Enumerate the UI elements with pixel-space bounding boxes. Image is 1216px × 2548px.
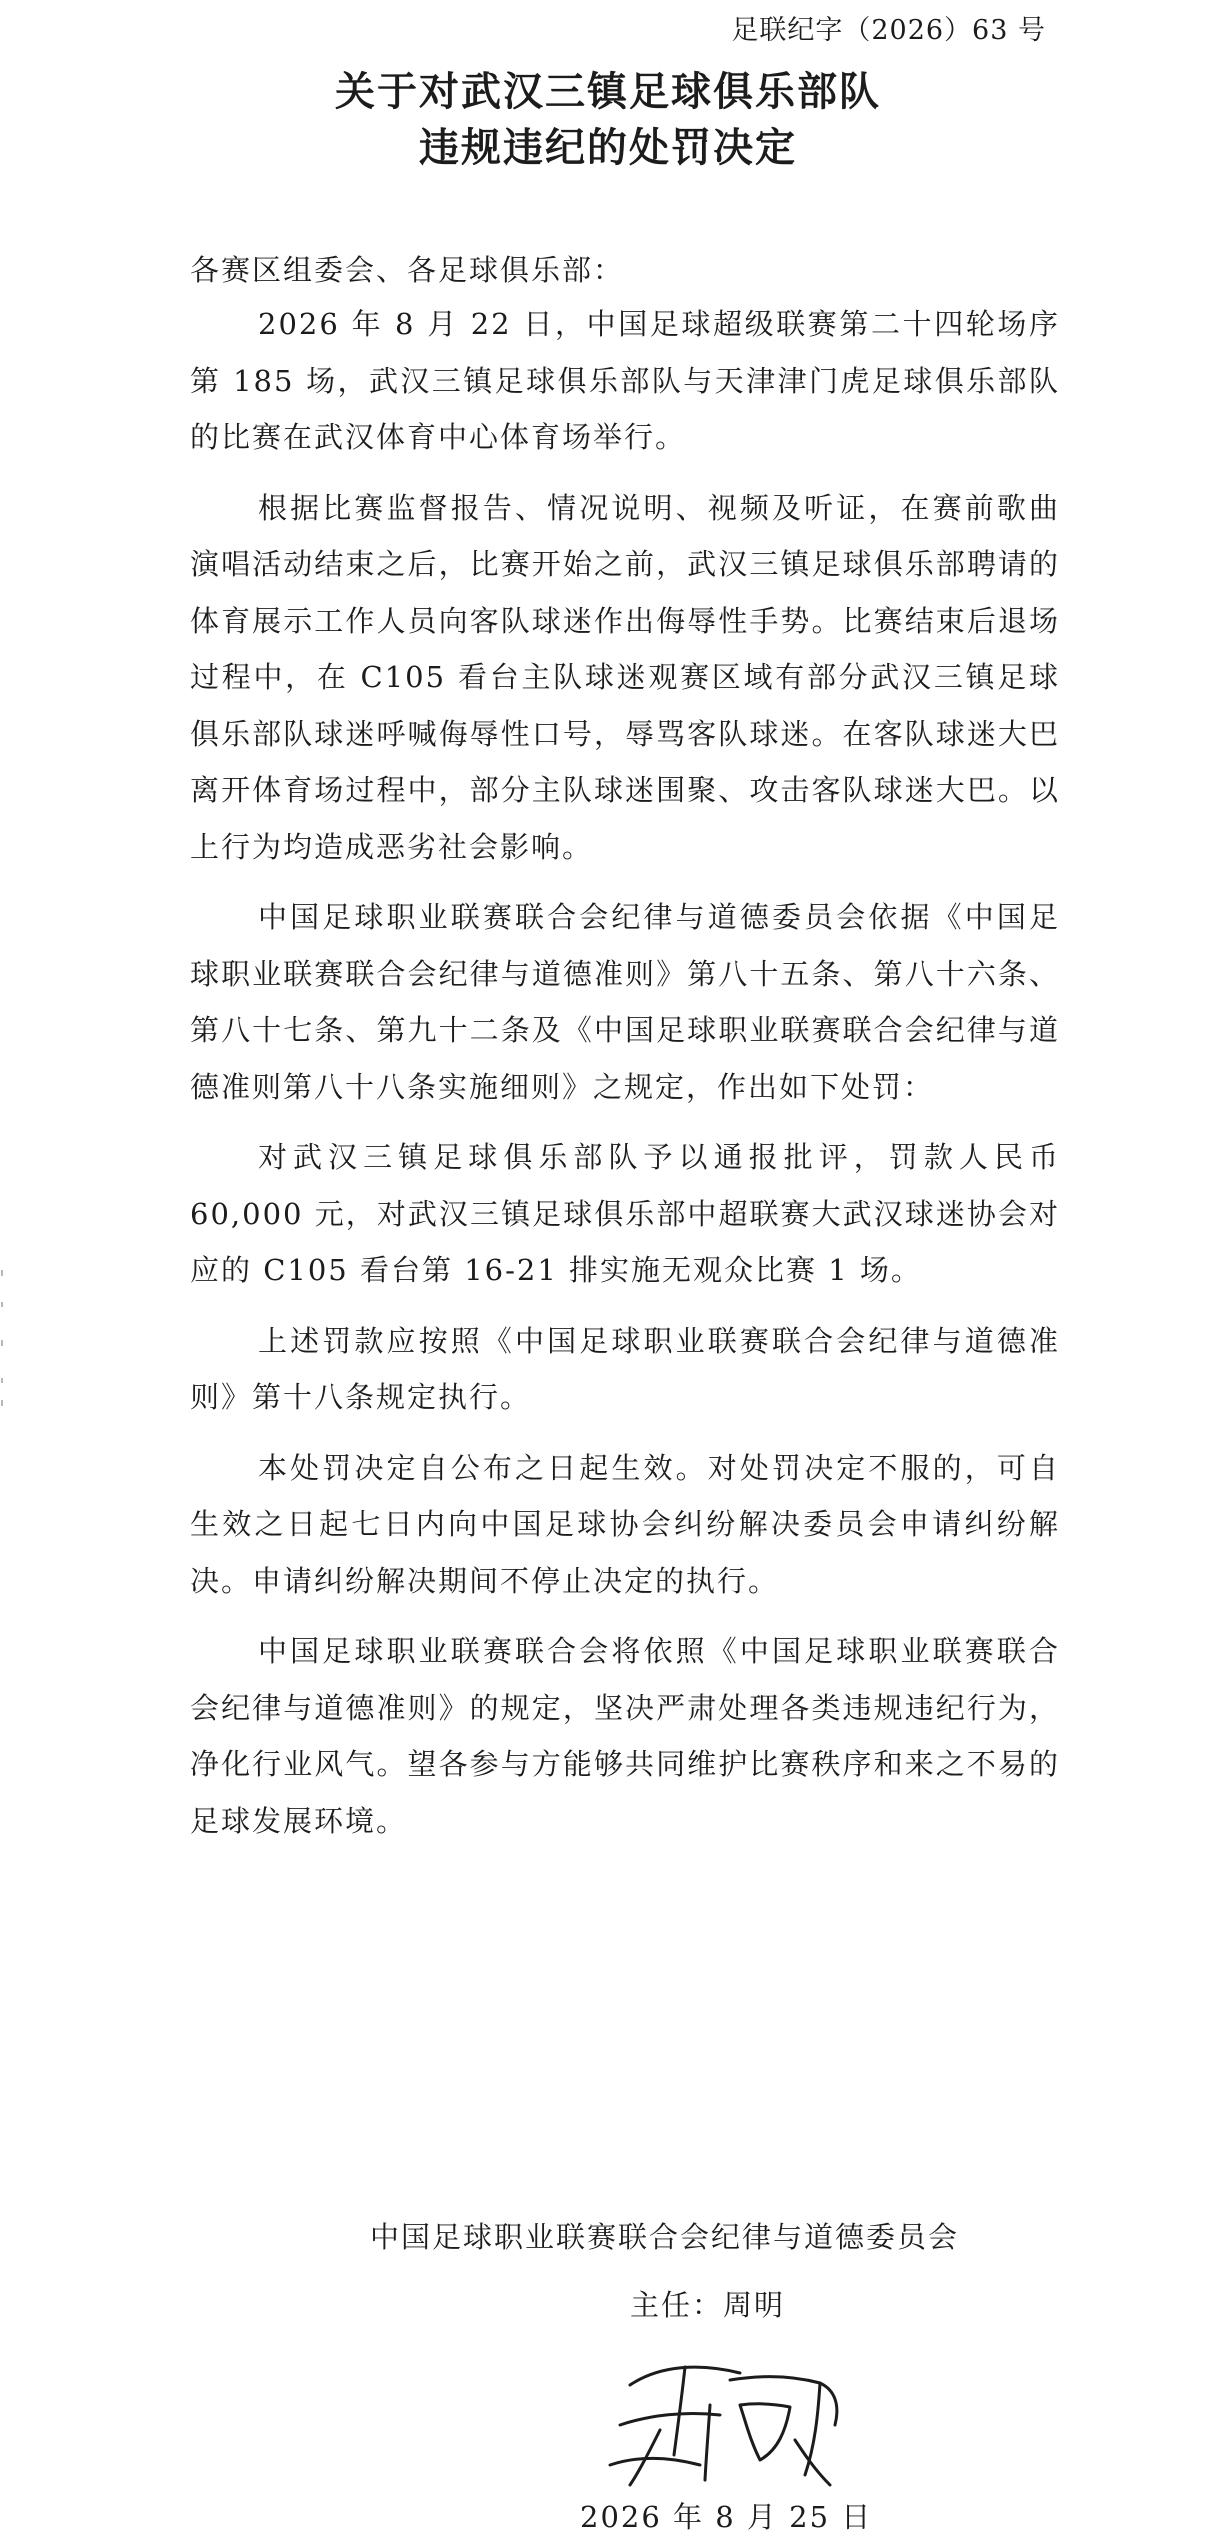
scan-edge-marks xyxy=(0,1270,8,1410)
paragraph-violations: 根据比赛监督报告、情况说明、视频及听证，在赛前歌曲演唱活动结束之后，比赛开始之前，武汉三镇足球俱乐部聘请的体育展示工作人员向客队球迷作出侮辱性手势。比赛结束后退场过程中，在 C105 看台主队球迷观赛区域有部分武汉三镇足球俱乐部队球迷呼喊侮辱性口号，辱骂客队球迷。在客队球迷大巴离开体育场过程中，部分主队球迷围聚、攻击客队球迷大巴。以上行为均造成恶劣社会影响。 xyxy=(190,490,1060,864)
paragraph-penalty: 对武汉三镇足球俱乐部队予以通报批评，罚款人民币 60,000 元，对武汉三镇足球俱乐部中超联赛大武汉球迷协会对应的 C105 看台第 16-21 排实施无观众比赛 1 场。 xyxy=(190,1140,1060,1287)
signature-date: 2026 年 8 月 25 日 xyxy=(580,2500,873,2534)
document-body xyxy=(190,296,1060,1863)
salutation: 各赛区组委会、各足球俱乐部： xyxy=(190,253,625,287)
document-title-line-2: 违规违纪的处罚决定 xyxy=(419,124,797,171)
paragraph-fine-execution: 上述罚款应按照《中国足球职业联赛联合会纪律与道德准则》第十八条规定执行。 xyxy=(190,1323,1060,1414)
paragraph-match-info: 2026 年 8 月 22 日，中国足球超级联赛第二十四轮场序第 185 场，武汉三镇足球俱乐部队与天津津门虎足球俱乐部队的比赛在武汉体育中心体育场举行。 xyxy=(190,307,1060,454)
paragraph-effective-appeal: 本处罚决定自公布之日起生效。对处罚决定不服的，可自生效之日起七日内向中国足球协会纠纷解决委员会申请纠纷解决。申请纠纷解决期间不停止决定的执行。 xyxy=(190,1450,1060,1598)
signature-director: 主任：周明 xyxy=(630,2288,786,2322)
paragraph-legal-basis: 中国足球职业联赛联合会纪律与道德委员会依据《中国足球职业联赛联合会纪律与道德准则》第八十五条、第八十六条、第八十七条、第九十二条及《中国足球职业联赛联合会纪律与道德准则第八十八条实施细则》之规定，作出如下处罚： xyxy=(190,900,1060,1104)
document-title-line-1: 关于对武汉三镇足球俱乐部队 xyxy=(335,68,881,115)
paragraph-closing: 中国足球职业联赛联合会将依照《中国足球职业联赛联合会纪律与道德准则》的规定，坚决严肃处理各类违规违纪行为，净化行业风气。望各参与方能够共同维护比赛秩序和来之不易的足球发展环境。 xyxy=(190,1634,1060,1838)
handwritten-signature xyxy=(590,2345,850,2495)
signature-organization: 中国足球职业联赛联合会纪律与道德委员会 xyxy=(370,2220,960,2254)
document-number: 足联纪字（2026）63 号 xyxy=(731,15,1046,46)
